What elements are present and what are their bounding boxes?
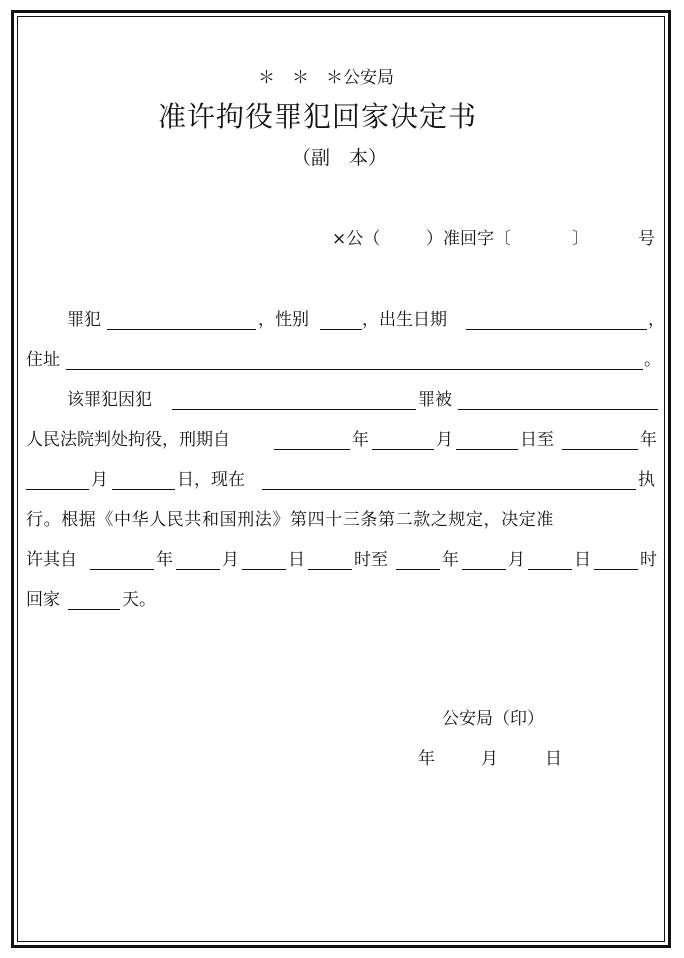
label-go-home: 回家 (26, 590, 60, 610)
doc-number-hao: 号 (638, 229, 655, 249)
field-name[interactable] (107, 329, 256, 330)
field-home-start-year[interactable] (90, 569, 154, 570)
legal-basis-text: 行。根据《中华人民共和国刑法》第四十三条第二款之规定，决定准 (26, 510, 554, 530)
field-end-year[interactable] (562, 449, 638, 450)
document-title: 准许拘役罪犯回家决定书 (158, 100, 478, 133)
label-month-3: 月 (222, 550, 239, 570)
label-day-to: 日至 (520, 430, 554, 450)
seal-label: 公安局（印） (442, 709, 544, 729)
label-criminal: 罪犯 (67, 310, 101, 330)
label-crime: 该罪犯因犯 (67, 390, 152, 410)
field-crime[interactable] (172, 409, 416, 410)
sign-year: 年 (418, 749, 435, 769)
label-month-2: 月 (91, 470, 108, 490)
field-start-year[interactable] (274, 449, 350, 450)
label-year-4: 年 (442, 550, 459, 570)
field-days[interactable] (68, 609, 120, 610)
label-year-3: 年 (156, 550, 173, 570)
field-current-location[interactable] (262, 489, 636, 490)
label-now-in: 日，现在 (177, 470, 245, 490)
label-year-1: 年 (352, 430, 369, 450)
field-gender[interactable] (320, 329, 362, 330)
label-sentence: 人民法院判处拘役，刑期自 (26, 430, 230, 450)
label-hour-2: 时 (640, 550, 657, 570)
label-day-3: 日 (288, 550, 305, 570)
field-home-start-hour[interactable] (308, 569, 352, 570)
label-day-4: 日 (574, 550, 591, 570)
field-home-end-hour[interactable] (594, 569, 638, 570)
line1-comma: ， (648, 310, 665, 330)
copy-label: （副 本） (292, 147, 388, 169)
field-birthdate[interactable] (466, 329, 647, 330)
field-home-end-month[interactable] (462, 569, 506, 570)
doc-number-mid: ）准回字〔 (426, 229, 511, 249)
field-end-day[interactable] (112, 489, 175, 490)
label-year-2: 年 (640, 430, 657, 450)
label-gender: ，性别 (258, 310, 309, 330)
line5-end: 执 (638, 470, 655, 490)
label-hour-to: 时至 (354, 550, 388, 570)
doc-number-suffix: 〕 (572, 229, 589, 249)
sign-month: 月 (481, 749, 498, 769)
field-court[interactable] (458, 409, 658, 410)
label-convicted-by: 罪被 (418, 390, 452, 410)
field-home-start-day[interactable] (242, 569, 286, 570)
sign-day: 日 (545, 749, 562, 769)
field-start-month[interactable] (372, 449, 434, 450)
field-start-day[interactable] (456, 449, 518, 450)
label-days: 天。 (122, 590, 156, 610)
agency-name: ＊ ＊ ＊公安局 (258, 68, 394, 88)
field-address[interactable] (66, 369, 643, 370)
field-home-end-year[interactable] (396, 569, 440, 570)
label-birthdate: ，出生日期 (362, 310, 447, 330)
field-home-start-month[interactable] (176, 569, 220, 570)
label-month-1: 月 (436, 430, 453, 450)
field-home-end-day[interactable] (528, 569, 572, 570)
line2-period: 。 (644, 350, 661, 370)
doc-number-prefix: ×公（ (332, 229, 381, 249)
label-permit-from: 许其自 (26, 550, 77, 570)
label-month-4: 月 (508, 550, 525, 570)
label-address: 住址 (26, 350, 60, 370)
field-end-month[interactable] (26, 489, 89, 490)
